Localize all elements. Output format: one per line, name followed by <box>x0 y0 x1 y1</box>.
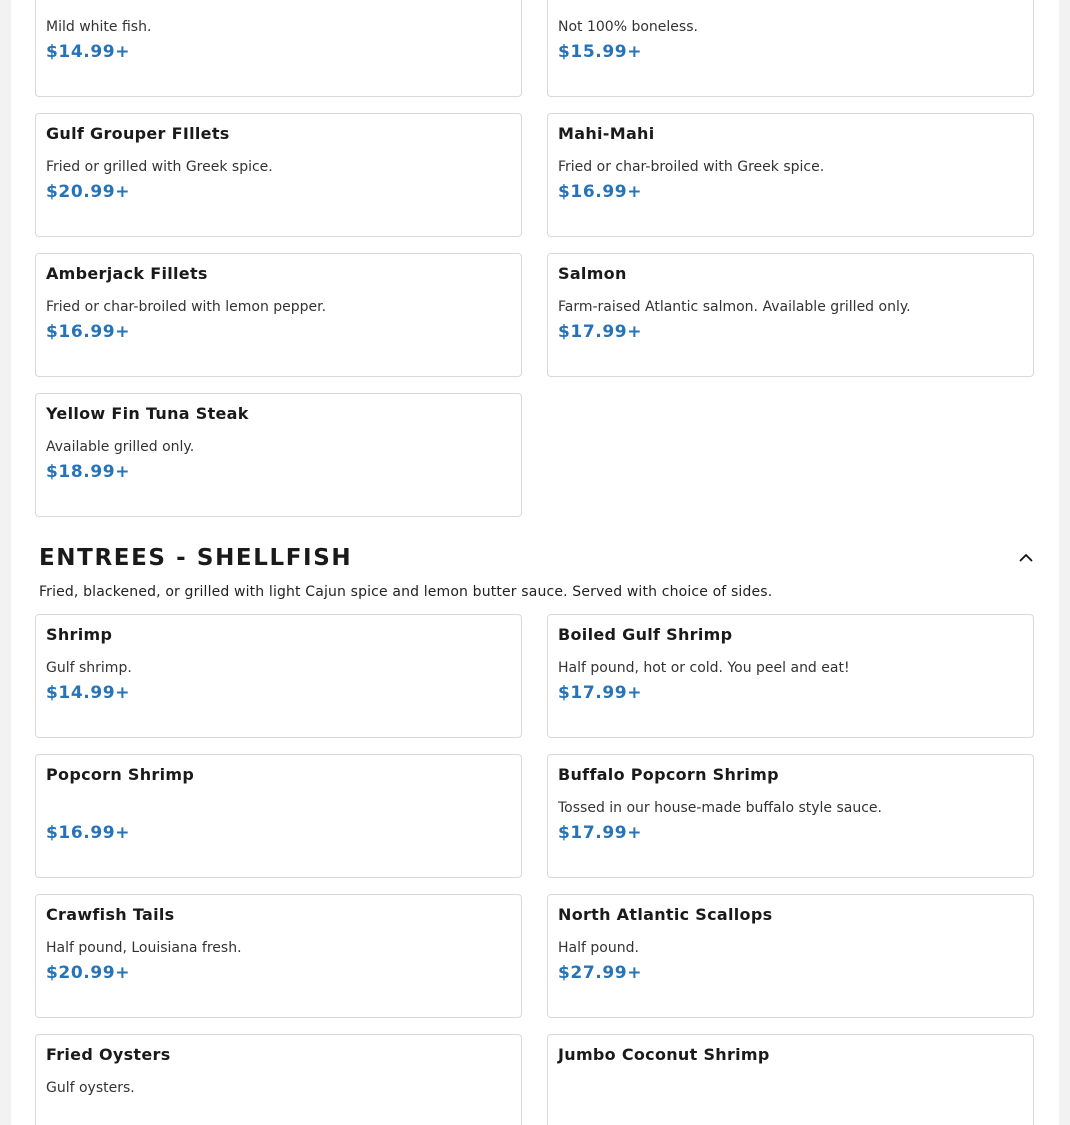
item-description: Farm-raised Atlantic salmon. Available grilled only. <box>558 299 911 315</box>
shellfish-section-header <box>39 543 1035 600</box>
menu-item-card[interactable] <box>35 0 522 97</box>
item-name: Crawfish Tails <box>46 905 175 924</box>
item-price: $14.99+ <box>46 42 131 62</box>
item-description: Fried or char-broiled with Greek spice. <box>558 159 825 175</box>
menu-item-card[interactable] <box>35 754 522 878</box>
item-name: North Atlantic Scallops <box>558 905 773 924</box>
menu-item-card[interactable] <box>35 894 522 1018</box>
menu-item-card[interactable] <box>547 614 1034 738</box>
item-price: $14.99+ <box>46 683 131 703</box>
item-price: $27.99+ <box>558 963 643 983</box>
item-price: $16.99+ <box>46 322 131 342</box>
item-price: $20.99+ <box>46 963 131 983</box>
item-description: Tossed in our house-made buffalo style sauce. <box>558 800 882 816</box>
item-description: Not 100% boneless. <box>558 19 698 35</box>
menu-item-card[interactable] <box>547 894 1034 1018</box>
item-price: $15.99+ <box>558 42 643 62</box>
item-price: $20.99+ <box>46 182 131 202</box>
item-name <box>558 0 1023 4</box>
item-description: Gulf shrimp. <box>46 660 132 676</box>
menu-item-card[interactable] <box>35 113 522 237</box>
section-title: ENTREES - SHELLFISH <box>39 545 353 571</box>
menu-item-card[interactable] <box>35 393 522 517</box>
item-name: Mahi-Mahi <box>558 124 655 143</box>
item-description: Half pound. <box>558 940 639 956</box>
item-description: Available grilled only. <box>46 439 195 455</box>
menu-item-card[interactable] <box>547 253 1034 377</box>
item-price: $16.99+ <box>558 182 643 202</box>
item-description: Gulf oysters. <box>46 1080 135 1096</box>
item-name: Salmon <box>558 264 627 283</box>
item-description: Fried or char-broiled with lemon pepper. <box>46 299 327 315</box>
menu-item-card[interactable] <box>547 754 1034 878</box>
item-name: Fried Oysters <box>46 1045 171 1064</box>
menu-item-card[interactable] <box>547 0 1034 97</box>
fish-items-grid <box>35 0 1034 533</box>
item-price: $17.99+ <box>558 322 643 342</box>
menu-item-card[interactable] <box>547 1034 1034 1125</box>
item-price: $17.99+ <box>558 823 643 843</box>
item-name <box>46 0 511 4</box>
menu-item-card[interactable] <box>35 1034 522 1125</box>
item-name: Boiled Gulf Shrimp <box>558 625 733 644</box>
item-description: Half pound, Louisiana fresh. <box>46 940 242 956</box>
item-price: $17.99+ <box>558 683 643 703</box>
section-description: Fried, blackened, or grilled with light Cajun spice and lemon butter sauce. Served with choice of sides. <box>39 584 773 600</box>
item-description: Half pound, hot or cold. You peel and eat! <box>558 660 850 676</box>
shellfish-items-grid <box>35 614 1034 1125</box>
item-name: Yellow Fin Tuna Steak <box>46 404 249 423</box>
menu-page <box>11 0 1059 1125</box>
item-description <box>46 799 511 817</box>
chevron-up-icon[interactable] <box>1017 549 1035 567</box>
item-price: $18.99+ <box>46 462 131 482</box>
menu-item-card[interactable] <box>547 113 1034 237</box>
item-description: Fried or grilled with Greek spice. <box>46 159 273 175</box>
item-name: Amberjack Fillets <box>46 264 208 283</box>
item-description: Mild white fish. <box>46 19 152 35</box>
item-name: Jumbo Coconut Shrimp <box>558 1045 770 1064</box>
menu-item-card[interactable] <box>35 614 522 738</box>
item-name: Shrimp <box>46 625 113 644</box>
item-description <box>558 1079 1023 1097</box>
item-name: Popcorn Shrimp <box>46 765 195 784</box>
item-name: Buffalo Popcorn Shrimp <box>558 765 779 784</box>
item-price: $16.99+ <box>46 823 131 843</box>
menu-item-card[interactable] <box>35 253 522 377</box>
item-name: Gulf Grouper FIllets <box>46 124 230 143</box>
